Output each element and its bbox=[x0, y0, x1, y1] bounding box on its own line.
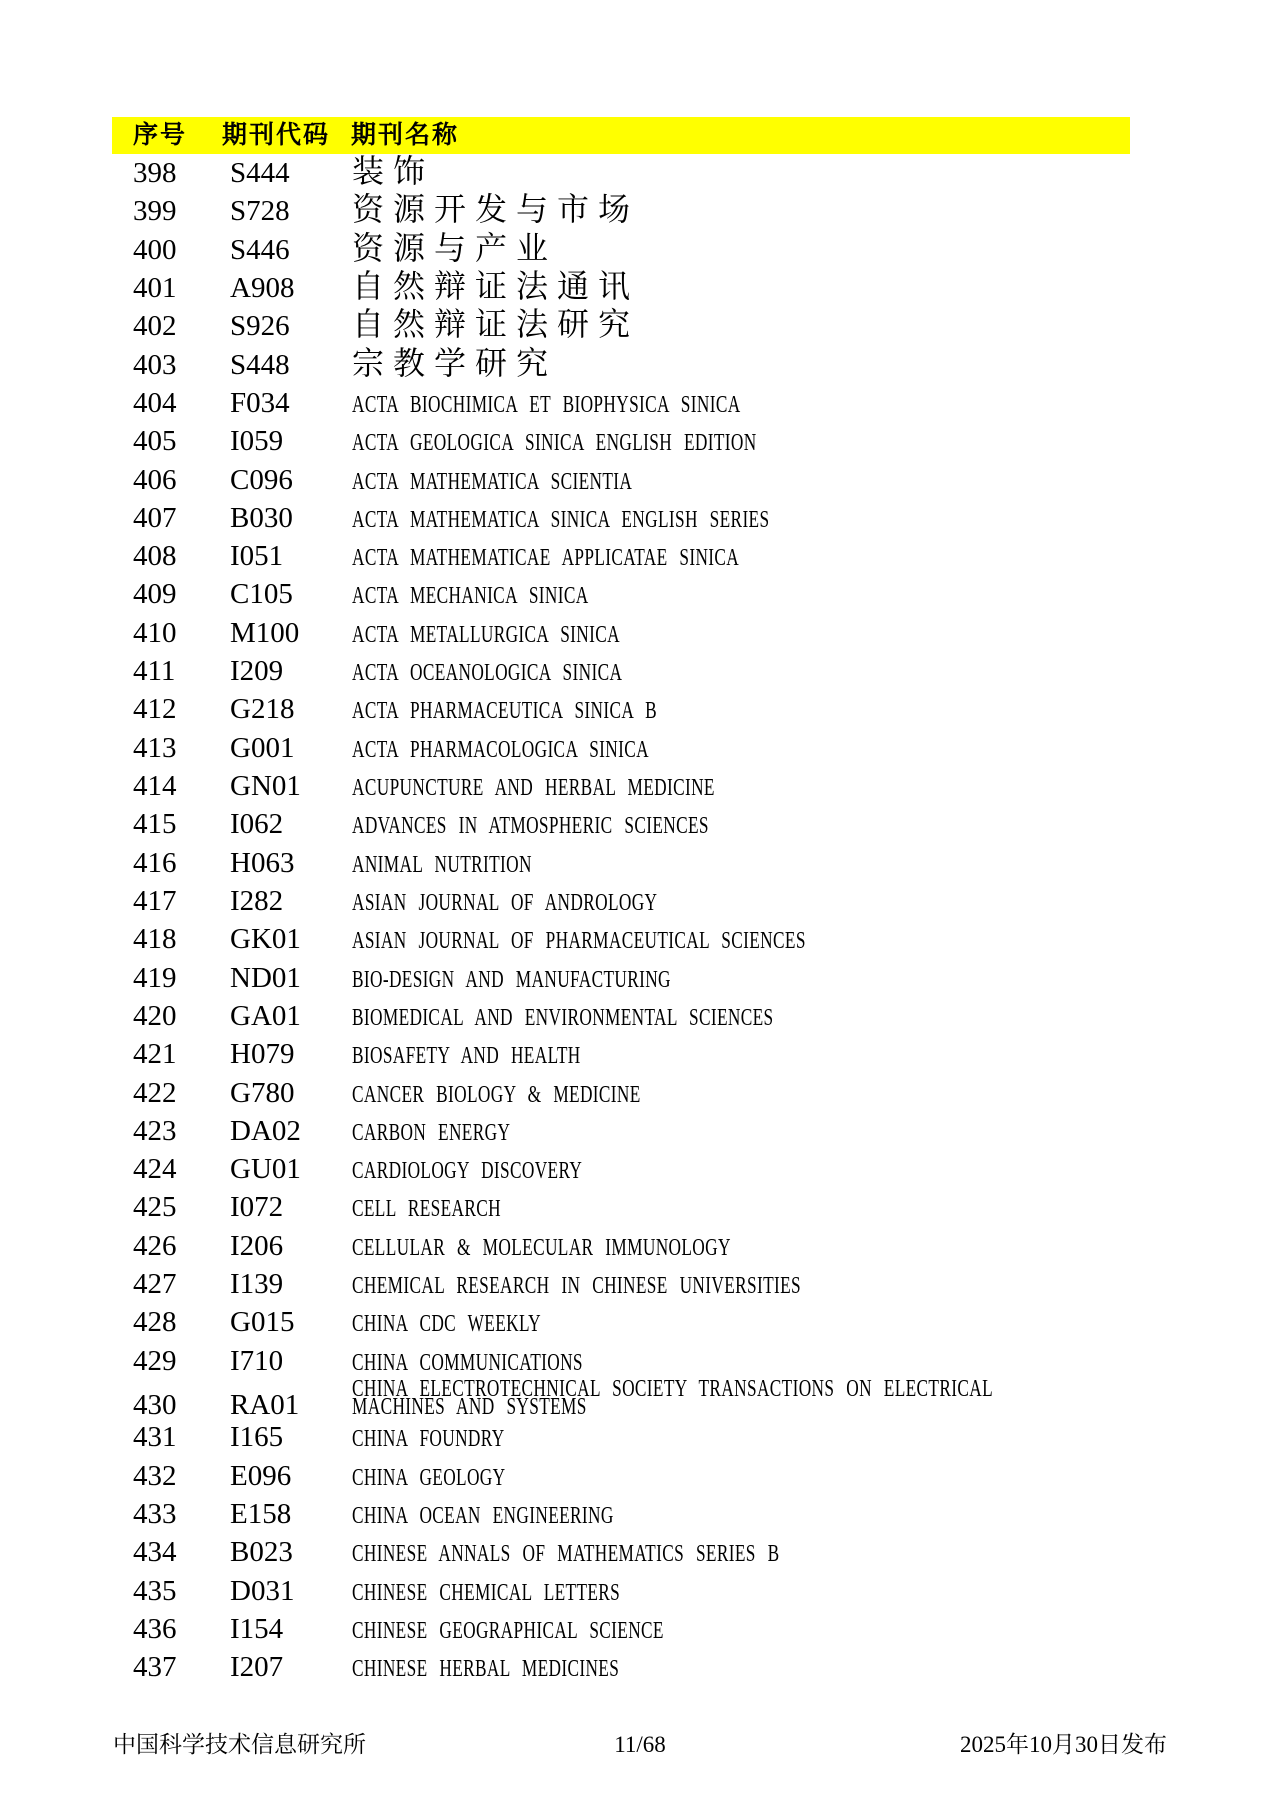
code-cell: GK01 bbox=[230, 923, 301, 956]
table-row bbox=[0, 729, 1280, 767]
journal-name: ASIAN JOURNAL OF PHARMACEUTICAL SCIENCES bbox=[352, 928, 806, 955]
seq-cell: 431 bbox=[133, 1421, 177, 1454]
journal-name: 资源与产业 bbox=[352, 230, 558, 266]
table-row bbox=[0, 1342, 1280, 1380]
code-cell: I165 bbox=[230, 1421, 284, 1454]
code-cell: I051 bbox=[230, 540, 284, 573]
journal-table-body bbox=[0, 154, 1280, 1687]
seq-cell: 425 bbox=[133, 1191, 177, 1224]
seq-cell: 421 bbox=[133, 1038, 177, 1071]
table-row bbox=[0, 614, 1280, 652]
footer-institute: 中国科学技术信息研究所 bbox=[113, 1732, 366, 1757]
journal-name: CARBON ENERGY bbox=[352, 1119, 511, 1146]
seq-cell: 417 bbox=[133, 884, 177, 917]
journal-name: CHINESE CHEMICAL LETTERS bbox=[352, 1579, 621, 1606]
journal-name: CHINA ELECTROTECHNICAL SOCIETY TRANSACTIONS ON ELECTRICAL MACHINES AND SYSTEMS bbox=[352, 1380, 993, 1419]
code-cell: ND01 bbox=[230, 961, 301, 994]
seq-cell: 428 bbox=[133, 1306, 177, 1339]
name-cell bbox=[352, 736, 1280, 763]
name-cell bbox=[352, 1196, 1280, 1223]
name-cell bbox=[352, 583, 1280, 610]
name-cell bbox=[352, 1426, 1280, 1453]
code-cell: GN01 bbox=[230, 770, 301, 802]
name-cell bbox=[352, 545, 1280, 572]
table-row bbox=[0, 1418, 1280, 1456]
code-cell: S448 bbox=[230, 348, 290, 381]
journal-name: ACTA PHARMACOLOGICA SINICA bbox=[352, 736, 649, 763]
seq-cell: 437 bbox=[133, 1651, 177, 1684]
code-cell: E096 bbox=[230, 1459, 292, 1492]
table-row bbox=[0, 997, 1280, 1035]
name-cell bbox=[352, 468, 1280, 495]
journal-name: CHINESE GEOGRAPHICAL SCIENCE bbox=[352, 1617, 664, 1644]
journal-name: CARDIOLOGY DISCOVERY bbox=[352, 1158, 583, 1185]
code-cell: S444 bbox=[230, 157, 290, 189]
table-row bbox=[0, 346, 1280, 384]
code-cell: I059 bbox=[230, 425, 284, 458]
table-row bbox=[0, 192, 1280, 230]
name-cell bbox=[352, 506, 1280, 533]
seq-cell: 416 bbox=[133, 846, 177, 879]
journal-name: CHEMICAL RESEARCH IN CHINESE UNIVERSITIES bbox=[352, 1273, 801, 1300]
seq-cell: 433 bbox=[133, 1497, 177, 1530]
code-cell: C096 bbox=[230, 463, 293, 496]
journal-name: CHINA FOUNDRY bbox=[352, 1426, 505, 1453]
journal-name: 装饰 bbox=[352, 154, 435, 189]
name-cell bbox=[352, 660, 1280, 687]
seq-cell: 401 bbox=[133, 271, 177, 304]
seq-cell: 414 bbox=[133, 770, 177, 802]
table-row bbox=[0, 805, 1280, 843]
journal-name: ACTA MECHANICA SINICA bbox=[352, 583, 589, 610]
seq-cell: 419 bbox=[133, 961, 177, 994]
table-row bbox=[0, 499, 1280, 537]
seq-cell: 423 bbox=[133, 1114, 177, 1147]
table-row bbox=[0, 461, 1280, 499]
name-cell bbox=[352, 1349, 1280, 1376]
seq-cell: 409 bbox=[133, 578, 177, 611]
journal-name: ACTA GEOLOGICA SINICA ENGLISH EDITION bbox=[352, 430, 757, 457]
table-row bbox=[0, 1074, 1280, 1112]
journal-name: 自然辩证法研究 bbox=[352, 307, 640, 343]
code-cell: H063 bbox=[230, 846, 295, 879]
code-cell: A908 bbox=[230, 271, 295, 304]
seq-cell: 424 bbox=[133, 1153, 177, 1186]
seq-cell: 432 bbox=[133, 1459, 177, 1492]
table-row bbox=[0, 422, 1280, 460]
table-row bbox=[0, 231, 1280, 269]
name-cell bbox=[352, 391, 1280, 418]
seq-cell: 429 bbox=[133, 1344, 177, 1377]
table-row bbox=[0, 1303, 1280, 1341]
seq-cell: 412 bbox=[133, 693, 177, 726]
name-cell bbox=[352, 966, 1280, 993]
table-row bbox=[0, 537, 1280, 575]
code-cell: I072 bbox=[230, 1191, 284, 1224]
code-cell: I282 bbox=[230, 884, 284, 917]
name-cell bbox=[352, 307, 1280, 343]
name-cell bbox=[352, 1502, 1280, 1529]
seq-cell: 403 bbox=[133, 348, 177, 381]
name-cell bbox=[352, 1273, 1280, 1300]
table-row bbox=[0, 1495, 1280, 1533]
name-cell bbox=[352, 813, 1280, 840]
table-row bbox=[0, 154, 1280, 192]
code-cell: I207 bbox=[230, 1651, 284, 1684]
code-cell: B023 bbox=[230, 1536, 293, 1569]
code-cell: I209 bbox=[230, 655, 284, 688]
name-cell bbox=[352, 230, 1280, 266]
code-cell: G780 bbox=[230, 1076, 295, 1109]
journal-name: BIOSAFETY AND HEALTH bbox=[352, 1043, 581, 1070]
seq-cell: 413 bbox=[133, 731, 177, 764]
header-name-label: 期刊名称 bbox=[351, 122, 460, 149]
journal-name: BIO-DESIGN AND MANUFACTURING bbox=[352, 966, 671, 993]
journal-name: ACTA PHARMACEUTICA SINICA B bbox=[352, 698, 658, 725]
code-cell: I206 bbox=[230, 1229, 284, 1262]
journal-name: ACUPUNCTURE AND HERBAL MEDICINE bbox=[352, 775, 715, 801]
name-cell bbox=[352, 345, 1280, 381]
name-cell bbox=[352, 851, 1280, 878]
code-cell: I139 bbox=[230, 1268, 284, 1301]
code-cell: S728 bbox=[230, 195, 290, 228]
journal-name: CHINA OCEAN ENGINEERING bbox=[352, 1502, 614, 1529]
name-cell bbox=[352, 154, 1280, 189]
seq-cell: 415 bbox=[133, 808, 177, 841]
table-row bbox=[0, 844, 1280, 882]
seq-cell: 434 bbox=[133, 1536, 177, 1569]
table-row bbox=[0, 269, 1280, 307]
name-cell bbox=[352, 1081, 1280, 1108]
table-row bbox=[0, 1648, 1280, 1686]
journal-name: ACTA METALLURGICA SINICA bbox=[352, 621, 620, 648]
journal-name: CHINESE ANNALS OF MATHEMATICS SERIES B bbox=[352, 1541, 780, 1568]
seq-cell: 435 bbox=[133, 1574, 177, 1607]
code-cell: G015 bbox=[230, 1306, 295, 1339]
journal-name: ASIAN JOURNAL OF ANDROLOGY bbox=[352, 889, 658, 916]
journal-name: ADVANCES IN ATMOSPHERIC SCIENCES bbox=[352, 813, 709, 840]
journal-name: CELL RESEARCH bbox=[352, 1196, 502, 1223]
name-cell bbox=[352, 1380, 1280, 1418]
journal-name: ACTA BIOCHIMICA ET BIOPHYSICA SINICA bbox=[352, 391, 741, 418]
seq-cell: 426 bbox=[133, 1229, 177, 1262]
name-cell bbox=[352, 928, 1280, 955]
table-row bbox=[0, 307, 1280, 345]
table-row bbox=[0, 882, 1280, 920]
name-cell bbox=[352, 430, 1280, 457]
table-row bbox=[0, 959, 1280, 997]
name-cell bbox=[352, 889, 1280, 916]
seq-cell: 404 bbox=[133, 386, 177, 419]
seq-cell: 407 bbox=[133, 501, 177, 534]
journal-name: CHINA COMMUNICATIONS bbox=[352, 1349, 583, 1376]
name-cell bbox=[352, 621, 1280, 648]
name-cell bbox=[352, 775, 1280, 801]
journal-name: CHINA CDC WEEKLY bbox=[352, 1311, 541, 1338]
table-row bbox=[0, 1227, 1280, 1265]
page-footer bbox=[0, 1725, 1280, 1765]
name-cell bbox=[352, 1119, 1280, 1146]
seq-cell: 402 bbox=[133, 310, 177, 343]
code-cell: B030 bbox=[230, 501, 293, 534]
table-row bbox=[0, 652, 1280, 690]
header-code-label: 期刊代码 bbox=[222, 122, 331, 149]
journal-name: ACTA OCEANOLOGICA SINICA bbox=[352, 660, 623, 687]
seq-cell: 408 bbox=[133, 540, 177, 573]
seq-cell: 420 bbox=[133, 999, 177, 1032]
journal-name: ACTA MATHEMATICA SCIENTIA bbox=[352, 468, 633, 495]
code-cell: GA01 bbox=[230, 999, 301, 1032]
journal-name: ACTA MATHEMATICA SINICA ENGLISH SERIES bbox=[352, 506, 770, 533]
name-cell bbox=[352, 268, 1280, 304]
seq-cell: 399 bbox=[133, 195, 177, 228]
journal-name: BIOMEDICAL AND ENVIRONMENTAL SCIENCES bbox=[352, 1004, 774, 1031]
code-cell: DA02 bbox=[230, 1114, 301, 1147]
table-row bbox=[0, 1112, 1280, 1150]
name-cell bbox=[352, 1004, 1280, 1031]
table-row bbox=[0, 1380, 1280, 1418]
table-row bbox=[0, 920, 1280, 958]
table-row bbox=[0, 1610, 1280, 1648]
journal-name: CANCER BIOLOGY & MEDICINE bbox=[352, 1081, 641, 1108]
code-cell: G001 bbox=[230, 731, 295, 764]
seq-cell: 436 bbox=[133, 1612, 177, 1645]
seq-cell: 400 bbox=[133, 233, 177, 266]
table-row bbox=[0, 1265, 1280, 1303]
code-cell: C105 bbox=[230, 578, 293, 611]
seq-cell: 405 bbox=[133, 425, 177, 458]
code-cell: I154 bbox=[230, 1612, 284, 1645]
seq-cell: 406 bbox=[133, 463, 177, 496]
code-cell: E158 bbox=[230, 1497, 292, 1530]
journal-name: ACTA MATHEMATICAE APPLICATAE SINICA bbox=[352, 545, 740, 572]
seq-cell: 398 bbox=[133, 157, 177, 189]
code-cell: D031 bbox=[230, 1574, 295, 1607]
journal-name: ANIMAL NUTRITION bbox=[352, 851, 532, 878]
seq-cell: 422 bbox=[133, 1076, 177, 1109]
table-row bbox=[0, 767, 1280, 805]
journal-name: CHINESE HERBAL MEDICINES bbox=[352, 1656, 620, 1683]
journal-name: 资源开发与市场 bbox=[352, 192, 640, 228]
journal-name: CHINA GEOLOGY bbox=[352, 1464, 506, 1491]
footer-page-number: 11/68 bbox=[614, 1732, 666, 1757]
name-cell bbox=[352, 1579, 1280, 1606]
table-row bbox=[0, 690, 1280, 728]
table-row bbox=[0, 1150, 1280, 1188]
name-cell bbox=[352, 698, 1280, 725]
name-cell bbox=[352, 1541, 1280, 1568]
seq-cell: 410 bbox=[133, 616, 177, 649]
journal-name: 宗教学研究 bbox=[352, 345, 558, 381]
journal-name: 自然辩证法通讯 bbox=[352, 268, 640, 304]
table-row bbox=[0, 1572, 1280, 1610]
table-row bbox=[0, 1533, 1280, 1571]
code-cell: F034 bbox=[230, 386, 290, 419]
journal-name: CELLULAR & MOLECULAR IMMUNOLOGY bbox=[352, 1234, 731, 1261]
table-row bbox=[0, 1035, 1280, 1073]
name-cell bbox=[352, 1617, 1280, 1644]
name-cell bbox=[352, 1158, 1280, 1185]
name-cell bbox=[352, 1656, 1280, 1683]
footer-publish-date: 2025年10月30日发布 bbox=[960, 1732, 1167, 1757]
header-seq-label: 序号 bbox=[133, 122, 188, 149]
code-cell: RA01 bbox=[230, 1389, 300, 1419]
table-row bbox=[0, 575, 1280, 613]
code-cell: GU01 bbox=[230, 1153, 301, 1186]
seq-cell: 418 bbox=[133, 923, 177, 956]
seq-cell: 427 bbox=[133, 1268, 177, 1301]
seq-cell: 411 bbox=[133, 655, 176, 688]
name-cell bbox=[352, 1311, 1280, 1338]
code-cell: S926 bbox=[230, 310, 290, 343]
name-cell bbox=[352, 192, 1280, 228]
code-cell: I062 bbox=[230, 808, 284, 841]
table-row bbox=[0, 384, 1280, 422]
table-row bbox=[0, 1188, 1280, 1226]
code-cell: G218 bbox=[230, 693, 295, 726]
code-cell: S446 bbox=[230, 233, 290, 266]
table-header bbox=[112, 117, 1130, 154]
name-cell bbox=[352, 1464, 1280, 1491]
table-row bbox=[0, 1457, 1280, 1495]
name-cell bbox=[352, 1043, 1280, 1070]
code-cell: H079 bbox=[230, 1038, 295, 1071]
name-cell bbox=[352, 1234, 1280, 1261]
seq-cell: 430 bbox=[133, 1389, 177, 1419]
code-cell: I710 bbox=[230, 1344, 284, 1377]
code-cell: M100 bbox=[230, 616, 300, 649]
